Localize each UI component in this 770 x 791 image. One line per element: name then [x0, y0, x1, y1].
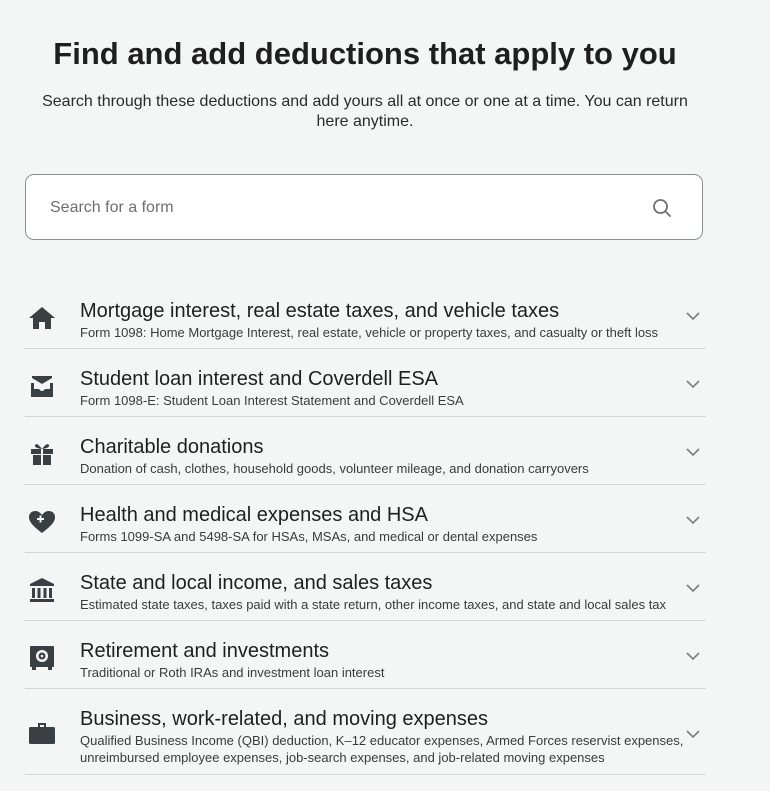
- search-input[interactable]: [48, 175, 612, 240]
- deduction-row-state-local[interactable]: [25, 553, 706, 621]
- deduction-title: Student loan interest and Coverdell ESA: [80, 368, 438, 390]
- deduction-row-charitable[interactable]: [25, 417, 706, 485]
- deduction-description: Donation of cash, clothes, household goods, volunteer mileage, and donation carryovers: [80, 461, 589, 476]
- deduction-description: Qualified Business Income (QBI) deduction, K–12 educator expenses, Armed Forces reservist expenses, unreimbursed employee expenses, job-search expenses, and job-related moving expenses: [80, 733, 684, 765]
- deduction-description: Traditional or Roth IRAs and investment loan interest: [80, 665, 385, 680]
- deduction-row-retirement[interactable]: [25, 621, 706, 689]
- page-subtitle: Search through these deductions and add yours all at once or one at a time. You can return here anytime.: [42, 93, 688, 130]
- deduction-row-mortgage[interactable]: [25, 281, 706, 349]
- heart-plus-icon: [28, 508, 56, 536]
- chevron-down-icon[interactable]: [686, 651, 700, 661]
- page-title: Find and add deductions that apply to you: [53, 36, 677, 71]
- deduction-title: Retirement and investments: [80, 640, 330, 662]
- search-box[interactable]: [25, 174, 703, 240]
- government-building-icon: [28, 576, 56, 604]
- chevron-down-icon[interactable]: [686, 729, 700, 739]
- deduction-description: Form 1098: Home Mortgage Interest, real estate, vehicle or property taxes, and casualty or theft loss: [80, 325, 659, 340]
- gift-icon: [28, 440, 56, 468]
- deduction-list: [25, 281, 706, 775]
- chevron-down-icon[interactable]: [686, 447, 700, 457]
- deduction-row-business[interactable]: [25, 689, 706, 775]
- deduction-description: Estimated state taxes, taxes paid with a state return, other income taxes, and state and local sales tax: [80, 597, 667, 612]
- deduction-title: Charitable donations: [80, 436, 264, 458]
- safe-icon: [28, 644, 56, 672]
- deduction-description: Forms 1099-SA and 5498-SA for HSAs, MSAs, and medical or dental expenses: [80, 529, 538, 544]
- deduction-row-health[interactable]: [25, 485, 706, 553]
- deduction-row-student-loan[interactable]: [25, 349, 706, 417]
- deduction-title: Health and medical expenses and HSA: [80, 504, 428, 526]
- graduation-inbox-icon: [28, 372, 56, 400]
- chevron-down-icon[interactable]: [686, 311, 700, 321]
- house-icon: [28, 304, 56, 332]
- deduction-description: Form 1098-E: Student Loan Interest Statement and Coverdell ESA: [80, 393, 464, 408]
- chevron-down-icon[interactable]: [686, 583, 700, 593]
- chevron-down-icon[interactable]: [686, 515, 700, 525]
- briefcase-icon: [28, 719, 56, 747]
- search-icon[interactable]: [652, 198, 672, 218]
- chevron-down-icon[interactable]: [686, 379, 700, 389]
- deduction-title: Business, work-related, and moving expenses: [80, 708, 488, 730]
- deduction-title: State and local income, and sales taxes: [80, 572, 433, 594]
- deduction-title: Mortgage interest, real estate taxes, and vehicle taxes: [80, 300, 560, 322]
